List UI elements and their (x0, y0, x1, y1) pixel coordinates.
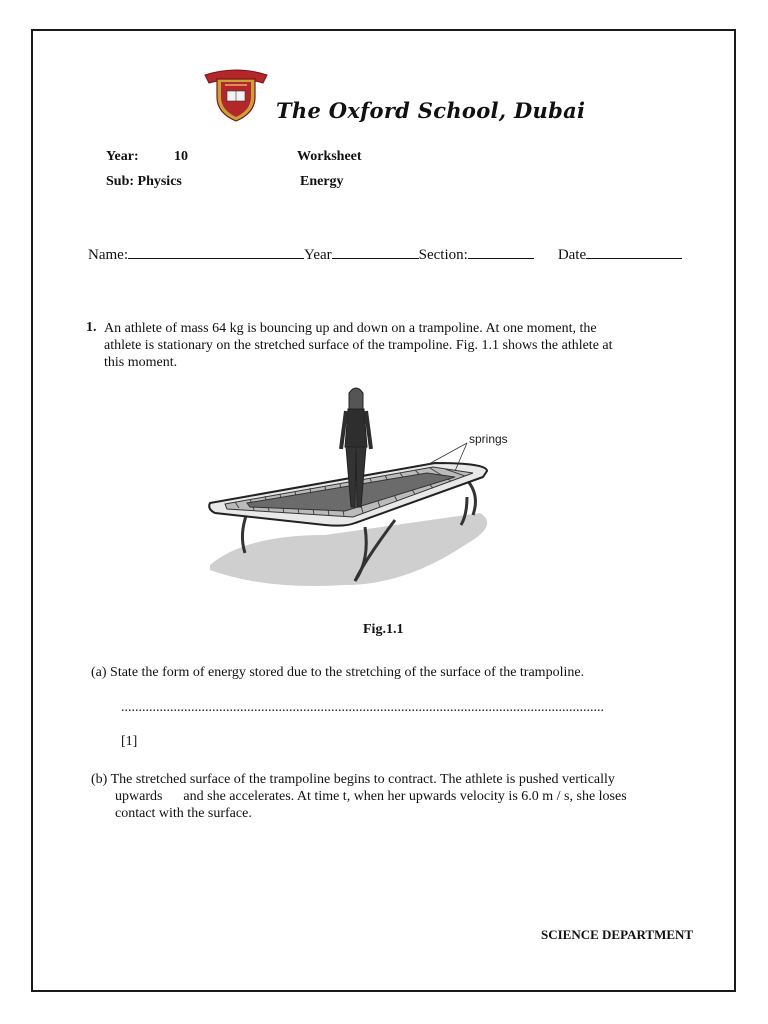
name-field[interactable] (128, 246, 304, 259)
topic: Energy (300, 174, 344, 189)
year-value: 10 (174, 149, 188, 164)
year-label: Year: (106, 149, 139, 164)
part-b-line: upwards and she accelerates. At time t, when her upwards velocity is 6.0 m / s, she loses (115, 789, 627, 804)
answer-line[interactable]: .......................................................................................................................................... (121, 700, 604, 715)
question-number: 1. (86, 320, 97, 335)
date-label: Date (557, 247, 587, 263)
department-footer: SCIENCE DEPARTMENT (541, 927, 694, 942)
question-text (104, 320, 613, 371)
name-label: Name: (88, 247, 128, 263)
school-name: The Oxford School, Dubai (276, 98, 586, 123)
date-field[interactable] (586, 246, 682, 259)
document-type: Worksheet (297, 149, 362, 164)
question-line: An athlete of mass 64 kg is bouncing up and down on a trampoline. At one moment, the (104, 321, 597, 336)
springs-label: springs (469, 432, 508, 446)
part-b-line: contact with the surface. (115, 806, 252, 821)
part-b-line: (b) The stretched surface of the trampoline begins to contract. The athlete is pushed vertically (91, 772, 615, 787)
question-line: athlete is stationary on the stretched surface of the trampoline. Fig. 1.1 shows the athlete at (104, 338, 613, 353)
part-b-question (91, 771, 627, 822)
figure-caption: Fig.1.1 (363, 622, 404, 637)
question-line: this moment. (104, 355, 178, 370)
part-a-question: (a) State the form of energy stored due to the stretching of the surface of the trampoline. (91, 665, 585, 680)
year-field[interactable] (332, 246, 419, 259)
marks: [1] (121, 734, 138, 749)
subject: Sub: Physics (106, 174, 182, 189)
section-label: Section: (418, 247, 468, 263)
year-field-label: Year (303, 247, 332, 263)
section-field[interactable] (468, 246, 534, 259)
school-crest-logo (203, 67, 269, 123)
student-info-row (88, 246, 682, 264)
trampoline-figure (205, 385, 525, 600)
